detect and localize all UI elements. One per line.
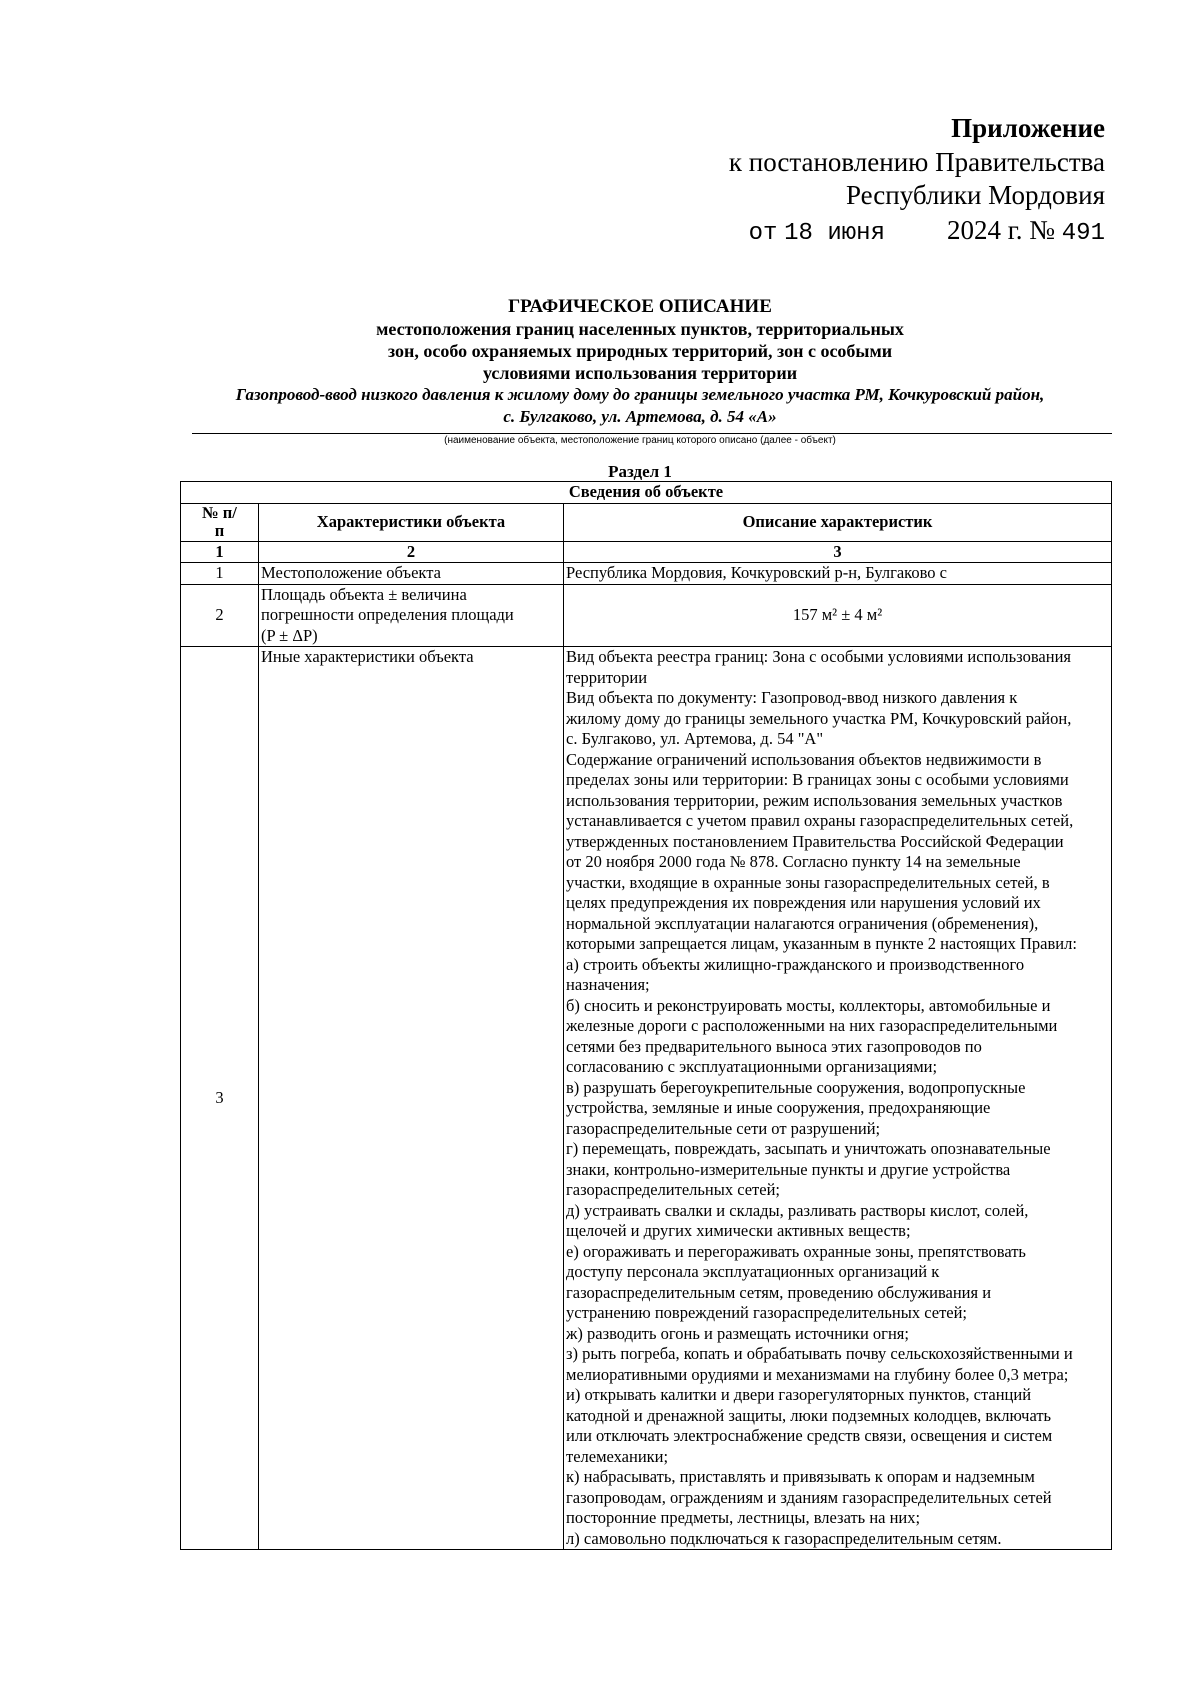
description-line: Вид объекта реестра границ: Зона с особыми условиями использования	[566, 647, 1071, 666]
description-line: телемеханики;	[566, 1446, 669, 1466]
heading-title: ГРАФИЧЕСКОЕ ОПИСАНИЕ	[508, 296, 772, 317]
section-title-text: Раздел 1	[608, 462, 672, 481]
row-2-name-line: (P ± ΔP)	[261, 625, 318, 645]
description-line: л) самовольно подключаться к газораспределительным сетям.	[566, 1528, 1002, 1548]
description-line: железные дороги с расположенными на них газораспределительными	[566, 1016, 1058, 1035]
row-1-number: 1	[181, 563, 259, 585]
description-line: доступу персонала эксплуатационных организаций к	[566, 1262, 940, 1281]
appendix-line-2: Республики Мордовия	[845, 180, 1105, 210]
description-line: участки, входящие в охранные зоны газораспределительных сетей, в	[566, 872, 1050, 892]
description-line: территории	[566, 667, 648, 687]
date-year: 2024 г. №	[946, 215, 1056, 245]
heading-sub-3: условиями использования территории	[482, 363, 798, 383]
document-number: 491	[1061, 220, 1105, 247]
col-number-3: 3	[564, 541, 1112, 563]
description-line: использования территории, режим использования земельных участков	[566, 790, 1063, 810]
description-line: е) огораживать и перегораживать охранные зоны, препятствовать	[566, 1241, 1026, 1261]
table-caption: Сведения об объекте	[181, 482, 1112, 504]
description-line: посторонние предметы, лестницы, влезать на них;	[566, 1508, 921, 1527]
row-1-value: Республика Мордовия, Кочкуровский р-н, Булгаково с	[564, 563, 1112, 585]
description-line: газораспределительных сетей;	[566, 1180, 781, 1199]
table-row	[181, 647, 1112, 1550]
object-name-2: с. Булгаково, ул. Артемова, д. 54 «А»	[503, 407, 777, 426]
appendix-block	[585, 110, 1105, 252]
description-line: устройства, земляные и иные сооружения, предохраняющие	[566, 1098, 991, 1117]
description-line: устанавливается с учетом правил охраны газораспределительных сетей,	[566, 811, 1074, 830]
description-line: щелочей и других химически активных веществ;	[566, 1221, 911, 1240]
description-line: газораспределительные сети от разрушений;	[566, 1118, 881, 1138]
row-2-name	[259, 584, 564, 647]
date-prefix: от	[748, 220, 778, 247]
description-line: газопроводам, ограждениям и зданиям газораспределительных сетей	[566, 1487, 1052, 1507]
description-line: жилому дому до границы земельного участка РМ, Кочкуровский район,	[566, 708, 1072, 728]
description-line: нормальной эксплуатации налагаются ограничения (обременения),	[566, 913, 1039, 933]
header-characteristics: Характеристики объекта	[259, 503, 564, 541]
description-line: устранению повреждений газораспределительных сетей;	[566, 1303, 968, 1322]
header-number	[181, 503, 259, 541]
description-line: Вид объекта по документу: Газопровод-ввод низкого давления к	[566, 688, 1018, 707]
row-2-name-line: Площадь объекта ± величина	[261, 584, 467, 604]
header-description: Описание характеристик	[564, 503, 1112, 541]
row-2-value: 157 м² ± 4 м²	[564, 584, 1112, 647]
appendix-line-1: к постановлению Правительства	[728, 147, 1105, 177]
row-1-name: Местоположение объекта	[259, 563, 564, 585]
col-number-1: 1	[181, 541, 259, 563]
section-title	[170, 462, 1110, 482]
description-line: целях предупреждения их повреждения или нарушения условий их	[566, 893, 1041, 912]
appendix-title: Приложение	[951, 113, 1105, 143]
description-line: назначения;	[566, 975, 650, 994]
description-line: катодной и дренажной защиты, люки подземных колодцев, включать	[566, 1405, 1052, 1425]
description-line: Содержание ограничений использования объектов недвижимости в	[566, 749, 1042, 769]
heading-sub-2: зон, особо охраняемых природных территорий, зон с особыми	[387, 341, 893, 361]
row-3-number: 3	[181, 647, 259, 1550]
table-row	[181, 563, 1112, 585]
description-line: мелиоративными орудиями и механизмами на глубину более 0,3 метра;	[566, 1364, 1069, 1384]
description-line: пределах зоны или территории: В границах зоны с особыми условиями	[566, 770, 1069, 789]
row-2-number: 2	[181, 584, 259, 647]
description-line: ж) разводить огонь и размещать источники огня;	[566, 1323, 909, 1343]
table-row	[181, 584, 1112, 647]
header-number-text: № п/п	[202, 503, 237, 540]
description-line: от 20 ноября 2000 года № 878. Согласно пункту 14 на земельные	[566, 852, 1021, 871]
description-line: б) сносить и реконструировать мосты, коллекторы, автомобильные и	[566, 995, 1051, 1015]
description-line: а) строить объекты жилищно-гражданского и производственного	[566, 954, 1025, 974]
description-line: д) устраивать свалки и склады, разливать растворы кислот, солей,	[566, 1200, 1029, 1220]
description-line: утвержденных постановлением Правительства Российской Федерации	[566, 831, 1064, 851]
description-line: знаки, контрольно-измерительные пункты и другие устройства	[566, 1159, 1011, 1179]
description-line: сетями без предварительного выноса этих газопроводов по	[566, 1036, 982, 1056]
description-line: г) перемещать, повреждать, засыпать и уничтожать опознавательные	[566, 1139, 1051, 1158]
heading-sub-1: местоположения границ населенных пунктов, территориальных	[376, 319, 904, 339]
description-line: или отключать электроснабжение средств связи, освещения и систем	[566, 1426, 1053, 1445]
object-name-1: Газопровод-ввод низкого давления к жилому дому до границы земельного участка РМ, Кочкуровский район,	[235, 385, 1045, 404]
object-info-table	[180, 481, 1112, 1550]
document-heading	[170, 296, 1110, 428]
description-line: газораспределительным сетям, проведению обслуживания и	[566, 1282, 992, 1302]
description-line: с. Булгаково, ул. Артемова, д. 54 "А"	[566, 729, 824, 748]
description-line: к) набрасывать, приставлять и привязывать к опорам и надземным	[566, 1467, 1035, 1486]
description-line: и) открывать калитки и двери газорегуляторных пунктов, станций	[566, 1385, 1032, 1404]
row-2-name-line: погрешности определения площади	[261, 605, 514, 624]
row-3-name: Иные характеристики объекта	[259, 647, 564, 1550]
object-underline	[192, 433, 1112, 434]
appendix-date	[585, 212, 1105, 252]
col-number-2: 2	[259, 541, 564, 563]
date-handwritten: 18 июня	[784, 220, 885, 247]
description-line: согласованию с эксплуатационными организациями;	[566, 1057, 938, 1076]
row-3-value	[564, 647, 1112, 1550]
description-line: которыми запрещается лицам, указанным в пункте 2 настоящих Правил:	[566, 934, 1077, 953]
object-caption: (наименование объекта, местоположение границ которого описано (далее - объект)	[444, 435, 836, 446]
description-line: з) рыть погреба, копать и обрабатывать почву сельскохозяйственными и	[566, 1344, 1073, 1363]
description-line: в) разрушать берегоукрепительные сооружения, водопропускные	[566, 1077, 1026, 1097]
